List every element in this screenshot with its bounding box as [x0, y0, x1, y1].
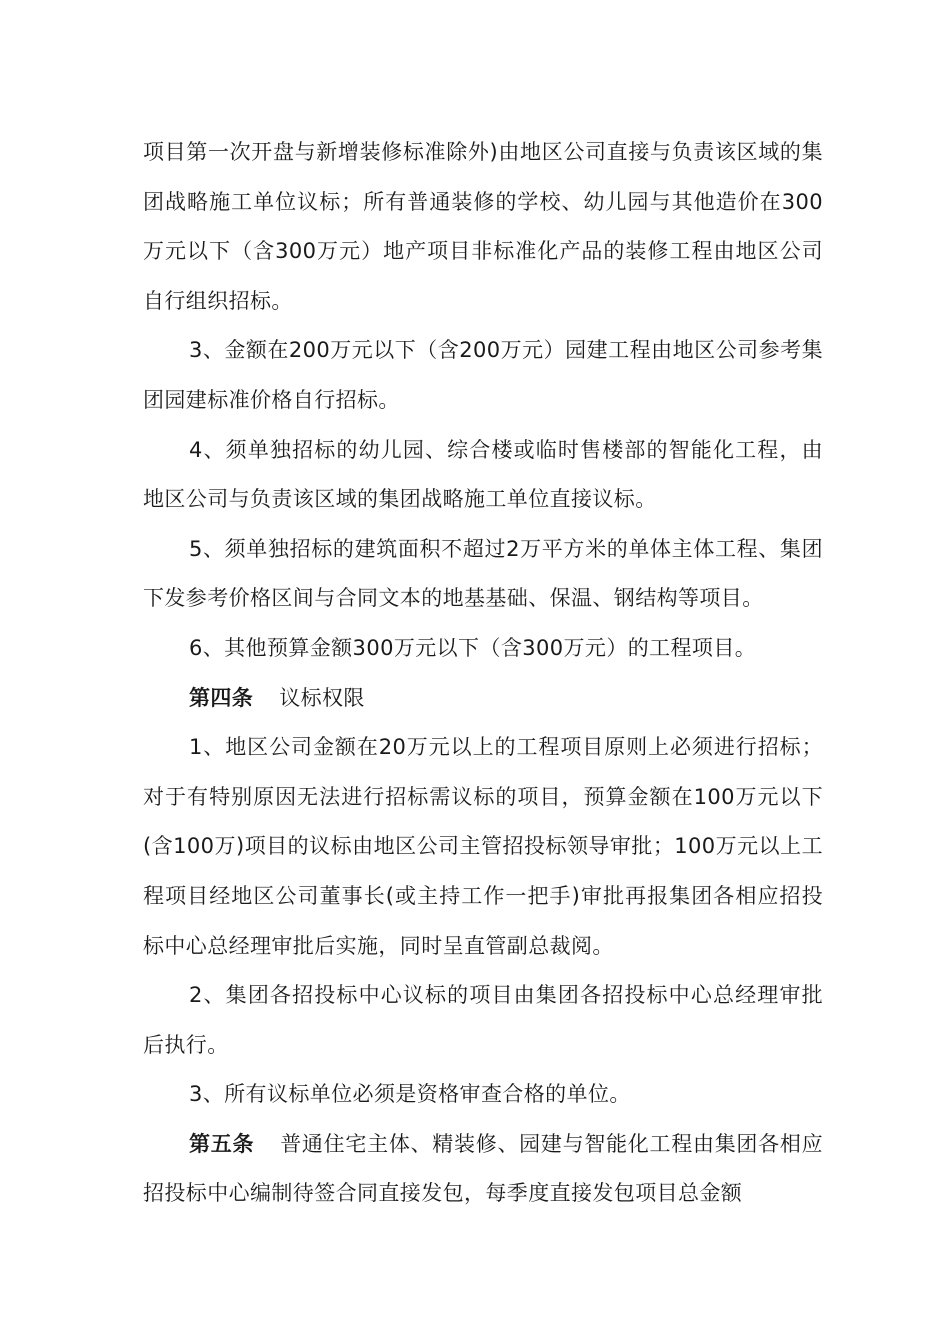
list-item-5: 5、须单独招标的建筑面积不超过2万平方米的单体主体工程、集团下发参考价格区间与合同文本的地基基础、保温、钢结构等项目。 [143, 536, 823, 611]
paragraph-continuation: 项目第一次开盘与新增装修标准除外)由地区公司直接与负责该区域的集团战略施工单位议标；所有普通装修的学校、幼儿园与其他造价在300万元以下（含300万元）地产项目非标准化产品的装修工程由地区公司自行组织招标。 [143, 140, 823, 313]
article-title: 议标权限 [279, 685, 365, 710]
list-item-3b: 3、所有议标单位必须是资格审查合格的单位。 [189, 1082, 631, 1107]
article-number: 第五条 [189, 1131, 255, 1156]
list-item-3: 3、金额在200万元以下（含200万元）园建工程由地区公司参考集团园建标准价格自行招标。 [143, 338, 823, 412]
list-item-1: 1、地区公司金额在20万元以上的工程项目原则上必须进行招标；对于有特别原因无法进行招标需议标的项目，预算金额在100万元以下(含100万)项目的议标由地区公司主管招投标领导审批；100万元以上工程项目经地区公司董事长(或主持工作一把手)审批再报集团各相应招投标中心总经理审批后实施，同时呈直管副总裁阅。 [143, 735, 823, 958]
list-item-4: 4、须单独招标的幼儿园、综合楼或临时售楼部的智能化工程，由地区公司与负责该区域的集团战略施工单位直接议标。 [143, 437, 823, 512]
document-body [143, 128, 823, 1219]
list-item-6: 6、其他预算金额300万元以下（含300万元）的工程项目。 [189, 635, 757, 660]
article-4-heading [143, 674, 823, 724]
article-5-paragraph [143, 1120, 823, 1219]
list-item-2: 2、集团各招投标中心议标的项目由集团各招投标中心总经理审批后执行。 [143, 983, 823, 1057]
article-text: 普通住宅主体、精装修、园建与智能化工程由集团各相应招投标中心编制待签合同直接发包，每季度直接发包项目总金额 [143, 1131, 824, 1206]
article-number: 第四条 [189, 685, 254, 710]
